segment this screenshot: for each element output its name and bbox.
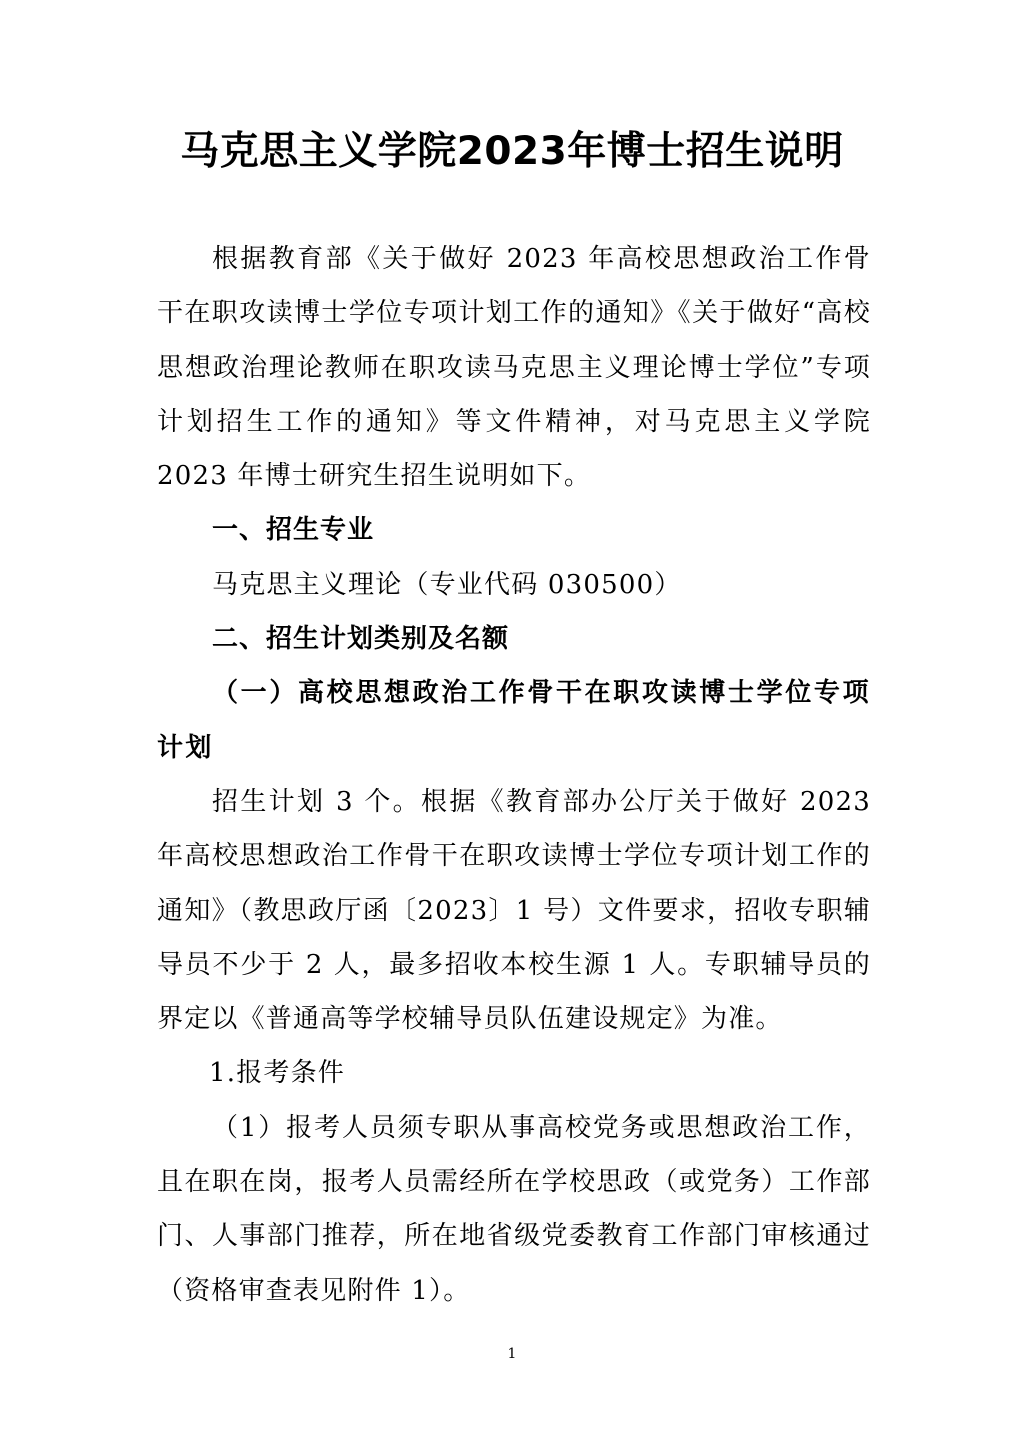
special-plan-paragraph: 招生计划 3 个。根据《教育部办公厅关于做好 2023 年高校思想政治工作骨干在职攻读博士学位专项计划工作的通知》（教思政厅函〔2023〕1 号）文件要求，招收专职辅导员不少于 2 人，最多招收本校生源 1 人。专职辅导员的界定以《普通高等学校辅导员队伍建设规定》为准。 bbox=[157, 786, 871, 1035]
section-heading-plan: 二、招生计划类别及名额 bbox=[212, 624, 510, 655]
item-heading-requirements: 1.报考条件 bbox=[209, 1058, 346, 1089]
document-title: 马克思主义学院2023年博士招生说明 bbox=[180, 129, 844, 174]
requirements-paragraph: （1）报考人员须专职从事高校党务或思想政治工作，且在职在岗，报考人员需经所在学校思政（或党务）工作部门、人事部门推荐，所在地省级党委教育工作部门审核通过（资格审查表见附件 1）。 bbox=[157, 1112, 871, 1306]
subsection-heading-special-plan: （一）高校思想政治工作骨干在职攻读博士学位专项计划 bbox=[157, 678, 871, 763]
intro-paragraph: 根据教育部《关于做好 2023 年高校思想政治工作骨干在职攻读博士学位专项计划工作的通知》《关于做好“高校思想政治理论教师在职攻读马克思主义理论博士学位”专项计划招生工作的通知》等文件精神，对马克思主义学院 2023 年博士研究生招生说明如下。 bbox=[157, 244, 871, 492]
section-heading-majors: 一、招生专业 bbox=[212, 515, 375, 546]
document-body bbox=[157, 232, 871, 1318]
major-name-paragraph: 马克思主义理论（专业代码 030500） bbox=[212, 569, 682, 600]
page-number: 1 bbox=[507, 1346, 517, 1362]
